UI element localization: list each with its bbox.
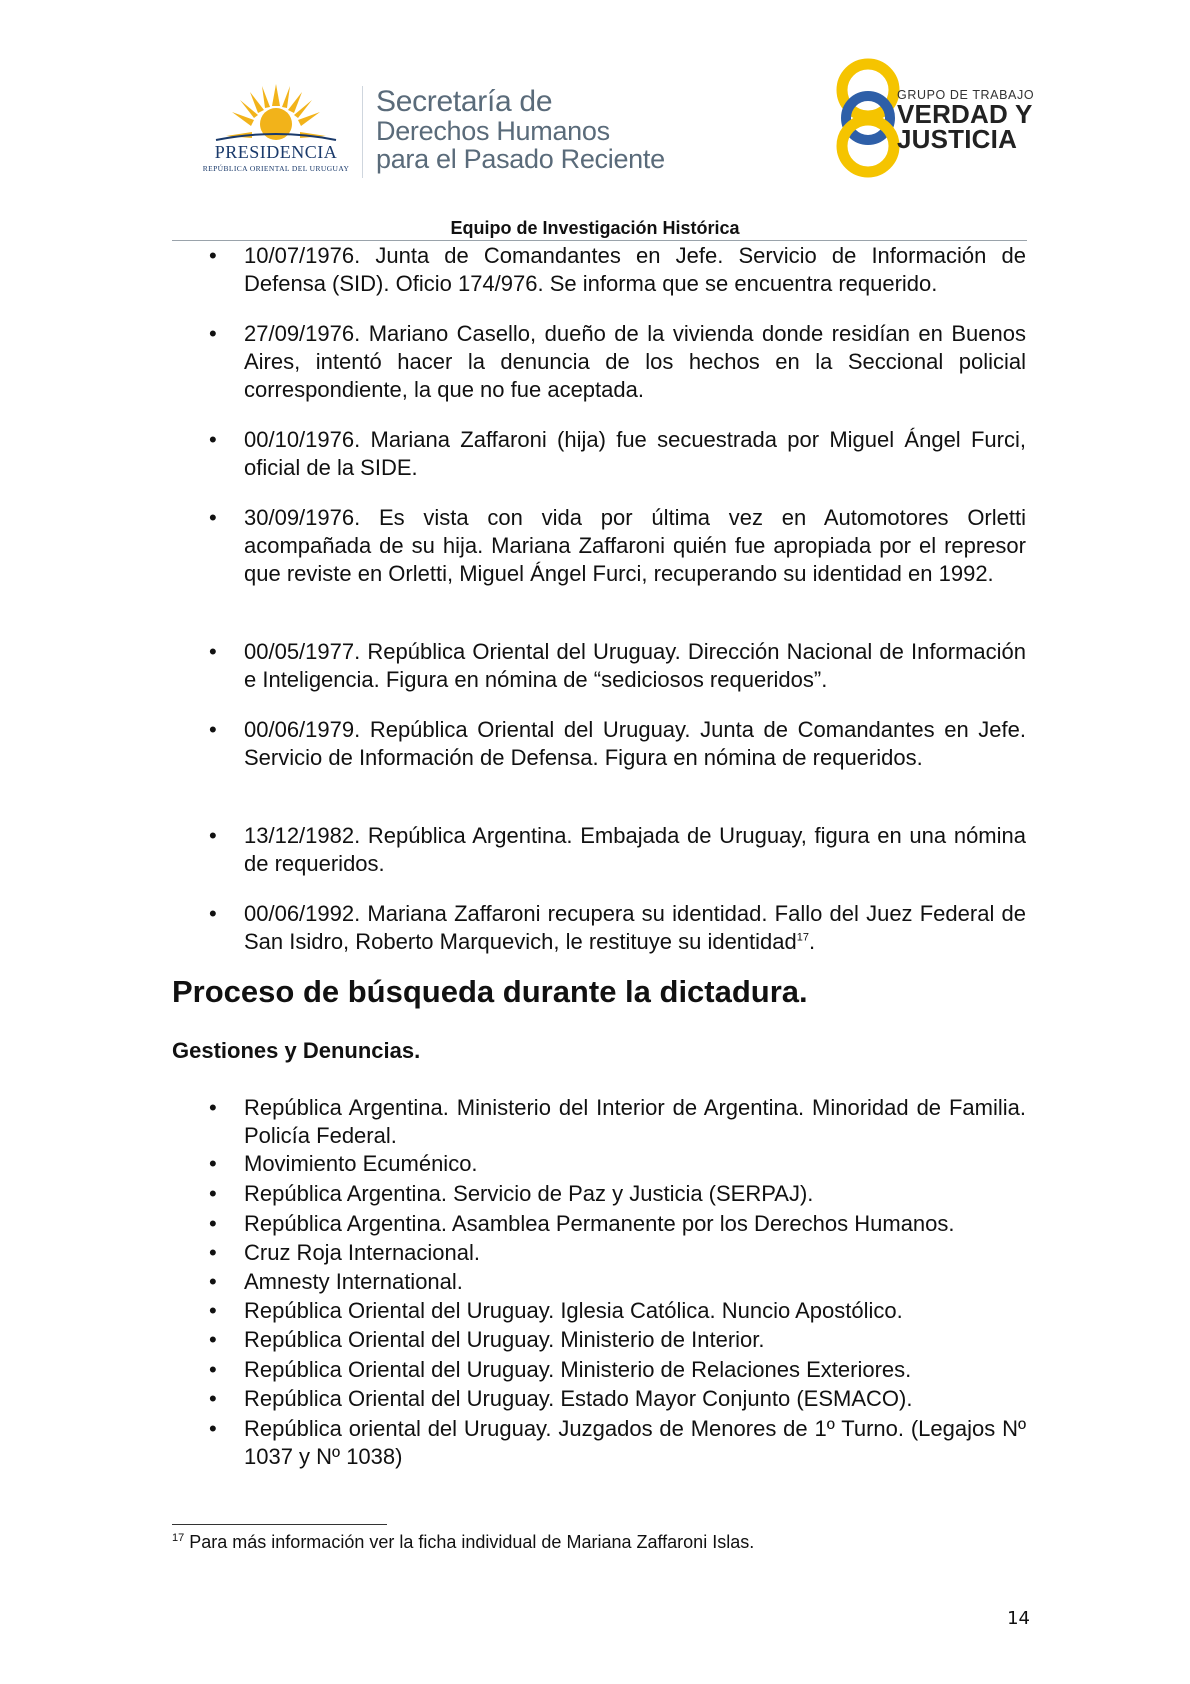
timeline-item: • 30/09/1976. Es vista con vida por última vez en Automotores Orletti acompañada de su hija. Mariana Zaffaroni quién fue apropiada por el represor que reviste en Orletti, Miguel Ángel Furci, recuperando su identidad en 1992. [244,504,1026,588]
gestion-item: • Cruz Roja Internacional. [244,1239,1026,1267]
timeline-item: • 13/12/1982. República Argentina. Embajada de Uruguay, figura en una nómina de requeridos. [244,822,1026,878]
footnote [172,1532,1032,1553]
page-number: 14 [1007,1608,1030,1629]
secretaria-logo-text [376,86,706,173]
gestion-item: • República Oriental del Uruguay. Ministerio de Relaciones Exteriores. [244,1356,1026,1384]
gestion-item: • República Argentina. Asamblea Permanente por los Derechos Humanos. [244,1210,1026,1238]
timeline-item: • 00/06/1979. República Oriental del Uruguay. Junta de Comandantes en Jefe. Servicio de Información de Defensa. Figura en nómina de requeridos. [244,716,1026,772]
gestion-item: • República Oriental del Uruguay. Estado Mayor Conjunto (ESMACO). [244,1385,1026,1413]
page-header [0,0,1190,238]
gestion-item: • República Oriental del Uruguay. Iglesia Católica. Nuncio Apostólico. [244,1297,1026,1325]
gestion-item: • República Argentina. Ministerio del Interior de Argentina. Minoridad de Familia. Policía Federal. [244,1094,1026,1150]
presidencia-title: PRESIDENCIA [214,142,338,162]
header-rule [172,240,1027,241]
timeline-item-tail: . [809,929,816,954]
gestion-item: • República Argentina. Servicio de Paz y Justicia (SERPAJ). [244,1180,1026,1208]
timeline-item: • 00/10/1976. Mariana Zaffaroni (hija) fue secuestrada por Miguel Ángel Furci, oficial de la SIDE. [244,426,1026,482]
footnote-reference[interactable]: 17 [796,931,809,944]
gestion-item: • Amnesty International. [244,1268,1026,1296]
vj-small-text: GRUPO DE TRABAJO [897,88,1035,102]
vj-big-text-2: JUSTICIA [897,124,1018,154]
footnote-text: Para más información ver la ficha individual de Mariana Zaffaroni Islas. [189,1532,755,1552]
timeline-item-text: 00/06/1992. Mariana Zaffaroni recupera su identidad. Fallo del Juez Federal de San Isidro, Roberto Marquevich, le restituye su identidad [244,901,1026,954]
secretaria-line-2: Derechos Humanos [376,116,610,146]
team-title: Equipo de Investigación Histórica [450,218,740,238]
vj-big-text-1: VERDAD Y [897,99,1033,129]
section-title: Proceso de búsqueda durante la dictadura. [172,974,808,1009]
timeline-item-last [244,900,1026,956]
subsection-title: Gestiones y Denuncias. [172,1038,421,1063]
secretaria-line-3: para el Pasado Reciente [376,144,665,174]
gestion-item: • Movimiento Ecuménico. [244,1150,1026,1178]
footnote-rule [172,1524,387,1525]
presidencia-subtitle: REPÚBLICA ORIENTAL DEL URUGUAY [202,164,350,173]
footnote-number: 17 [172,1532,185,1544]
header-divider [362,86,363,178]
verdad-justicia-text [897,88,1037,152]
gestion-item: • República oriental del Uruguay. Juzgados de Menores de 1º Turno. (Legajos Nº 1037 y Nº 1038) [244,1415,1026,1471]
gestion-item: • República Oriental del Uruguay. Ministerio de Interior. [244,1326,1026,1354]
presidencia-sun-icon [196,78,356,178]
timeline-item: • 27/09/1976. Mariano Casello, dueño de la vivienda donde residían en Buenos Aires, intentó hacer la denuncia de los hechos en la Seccional policial correspondiente, la que no fue aceptada. [244,320,1026,404]
timeline-item: • 10/07/1976. Junta de Comandantes en Jefe. Servicio de Información de Defensa (SID). Oficio 174/976. Se informa que se encuentra requerido. [244,242,1026,298]
secretaria-line-1: Secretaría de [376,85,553,118]
timeline-item: • 00/05/1977. República Oriental del Uruguay. Dirección Nacional de Información e Inteligencia. Figura en nómina de “sediciosos requeridos”. [244,638,1026,694]
